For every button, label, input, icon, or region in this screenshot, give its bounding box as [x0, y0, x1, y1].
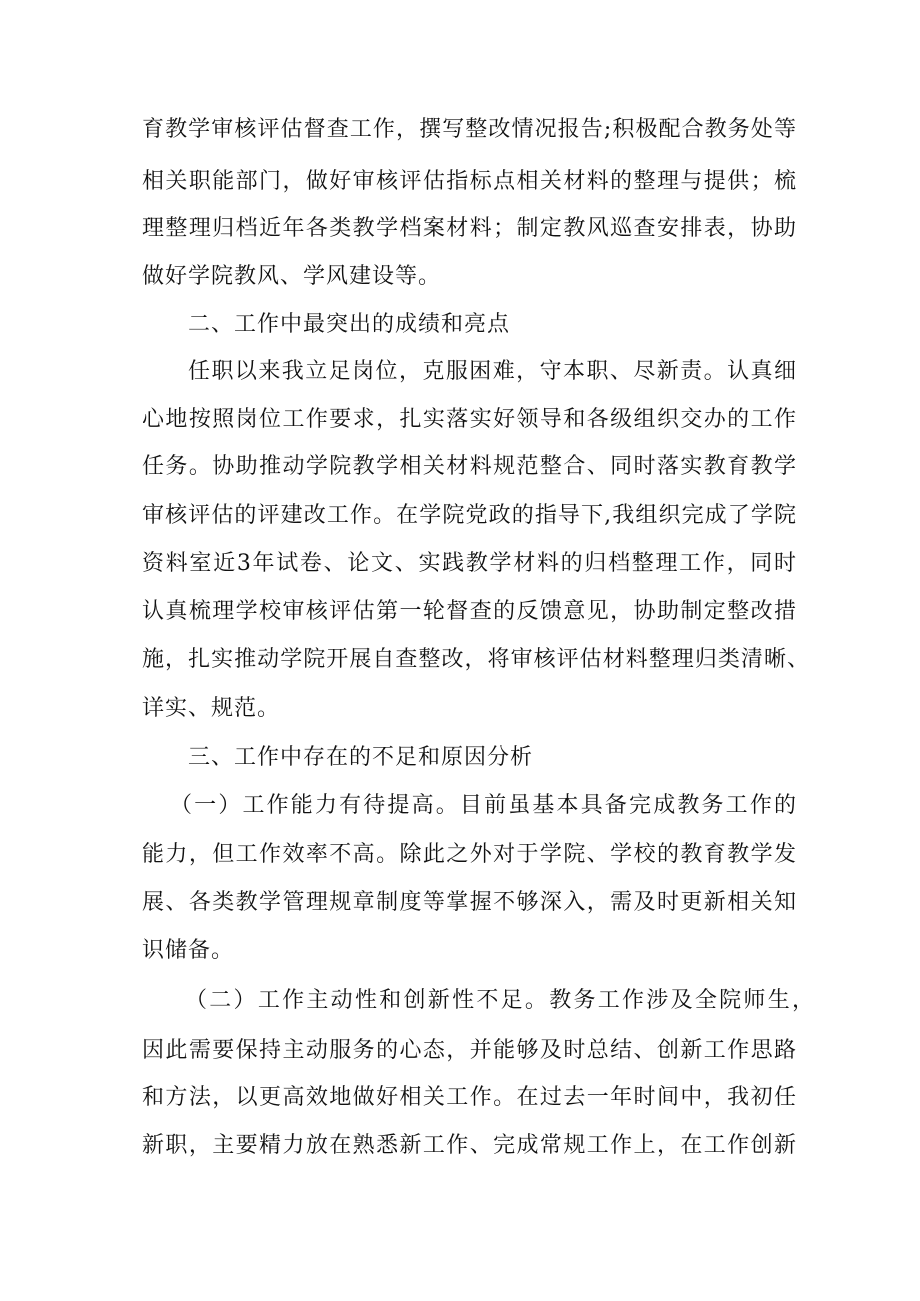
body-text-line: 能力，但工作效率不高。除此之外对于学院、学校的教育教学发 [142, 842, 797, 867]
body-text-line: 育教学审核评估督查工作，撰写整改情况报告;积极配合教务处等 [142, 117, 797, 142]
body-text-line: 施，扎实推动学院开展自查整改，将审核评估材料整理归类清晰、 [142, 647, 810, 672]
section-heading: 三、工作中存在的不足和原因分析 [188, 745, 534, 770]
body-text-line: 认真梳理学校审核评估第一轮督查的反馈意见，协助制定整改措 [142, 599, 797, 624]
body-text-line: 识储备。 [142, 938, 235, 963]
body-text-line: 相关职能部门，做好审核评估指标点相关材料的整理与提供；梳 [142, 169, 797, 194]
body-text-line: 因此需要保持主动服务的心态，并能够及时总结、创新工作思路 [142, 1038, 797, 1063]
body-text-line: 任务。协助推动学院教学相关材料规范整合、同时落实教育教学 [142, 454, 797, 479]
body-text-line: 审核评估的评建改工作。在学院党政的指导下,我组织完成了学院 [142, 503, 797, 528]
body-text-line: 新职，主要精力放在熟悉新工作、完成常规工作上，在工作创新 [142, 1133, 797, 1158]
section-heading: 二、工作中最突出的成绩和亮点 [188, 312, 511, 337]
body-text-line: 展、各类教学管理规章制度等掌握不够深入，需及时更新相关知 [142, 890, 797, 915]
body-text-line: 理整理归档近年各类教学档案材料；制定教风巡查安排表，协助 [142, 216, 797, 241]
body-text-line: （一）工作能力有待提高。目前虽基本具备完成教务工作的 [170, 793, 797, 818]
body-text-line: 资料室近3年试卷、论文、实践教学材料的归档整理工作，同时 [142, 551, 797, 576]
body-text-line: 任职以来我立足岗位，克服困难，守本职、尽新责。认真细 [188, 359, 797, 384]
body-text-line: 做好学院教风、学风建设等。 [142, 264, 442, 289]
body-text-line: 心地按照岗位工作要求，扎实落实好领导和各级组织交办的工作 [142, 407, 797, 432]
body-text-line: 详实、规范。 [142, 696, 281, 721]
body-text-line: 和方法，以更高效地做好相关工作。在过去一年时间中，我初任 [142, 1085, 797, 1110]
body-text-line: （二）工作主动性和创新性不足。教务工作涉及全院师生， [185, 988, 815, 1013]
